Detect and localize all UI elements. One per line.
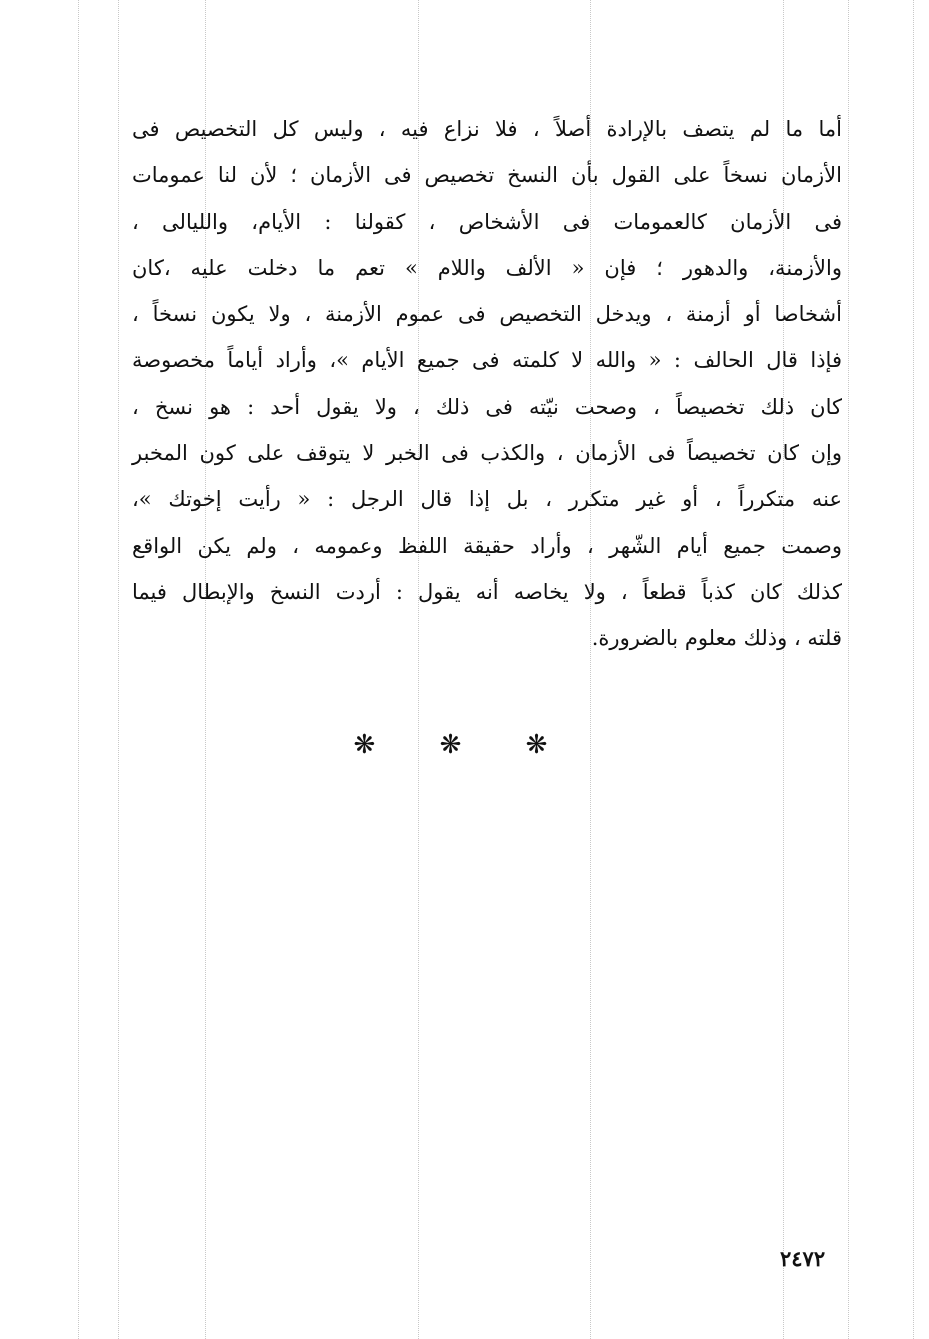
paragraph-line: قلته ، وذلك معلوم بالضرورة. [591, 626, 842, 651]
paragraph-line: أما ما لم يتصف بالإرادة أصلاً ، فلا نزاع فيه ، وليس كل التخصيص فى [132, 117, 842, 141]
paragraph-line: فإذا قال الحالف : « والله لا كلمته فى جميع الأيام »، وأراد أياماً مخصوصة [132, 348, 842, 373]
section-divider-ornament: ❋ ❋ ❋ [353, 730, 576, 760]
paragraph-line: وصمت جميع أيام الشّهر ، وأراد حقيقة اللفظ وعمومه ، ولم يكن الواقع [132, 533, 842, 558]
body-paragraph [132, 106, 842, 662]
page-number: ٢٤٧٢ [780, 1246, 826, 1271]
paragraph-line: وإن كان تخصيصاً فى الأزمان ، والكذب فى الخبر لا يتوقف على كون المخبر [132, 441, 842, 466]
scan-artifact-line [78, 0, 79, 1339]
scan-artifact-line [118, 0, 119, 1339]
paragraph-line: كذلك كان كذباً قطعاً ، ولا يخاصه أنه يقول : أردت النسخ والإبطال فيما [132, 579, 842, 604]
paragraph-line: فى الأزمان كالعمومات فى الأشخاص ، كقولنا : الأيام، والليالى ، [132, 209, 842, 234]
paragraph-line: الأزمان نسخاً على القول بأن النسخ تخصيص فى الأزمان ؛ لأن لنا عمومات [132, 163, 842, 188]
scan-artifact-line [848, 0, 849, 1339]
paragraph-line: أشخاصا أو أزمنة ، ويدخل التخصيص فى عموم الأزمنة ، ولا يكون نسخاً ، [132, 302, 842, 327]
paragraph-line: والأزمنة، والدهور ؛ فإن « الألف واللام » تعم ما دخلت عليه ،كان [132, 255, 842, 280]
scan-artifact-line [913, 0, 914, 1339]
paragraph-line: كان ذلك تخصيصاً ، وصحت نيّته فى ذلك ، ولا يقول أحد : هو نسخ ، [132, 394, 842, 419]
paragraph-line: عنه متكرراً ، أو غير متكرر ، بل إذا قال الرجل : « رأيت إخوتك »، [132, 487, 842, 512]
